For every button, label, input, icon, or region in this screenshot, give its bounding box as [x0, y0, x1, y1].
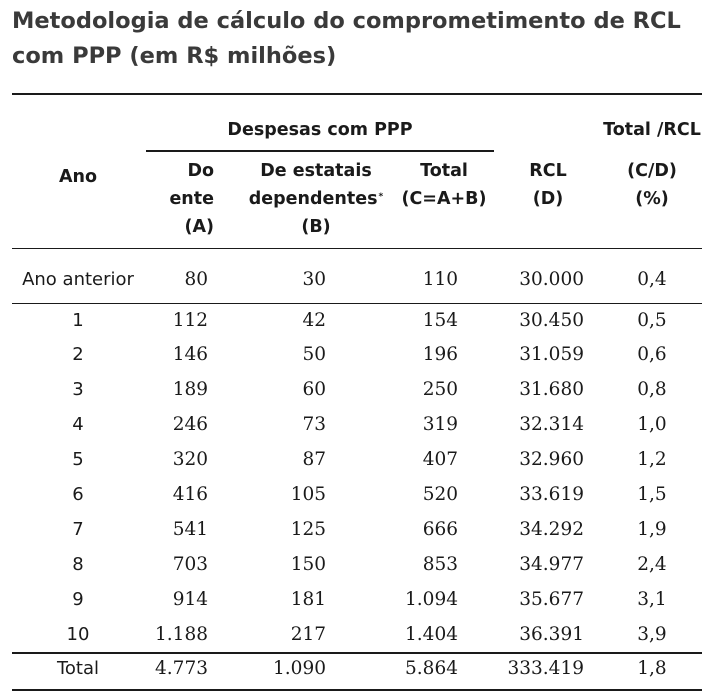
cell-rcl: 36.391: [519, 624, 584, 645]
cell-do-ente: 80: [184, 269, 208, 290]
cell-total: 110: [422, 269, 458, 290]
cell-rcl: 34.292: [519, 519, 584, 540]
header-total: Total (C=A+B): [401, 161, 487, 209]
cell-pct: 0,6: [637, 344, 667, 365]
cell-estatais: 30: [302, 269, 326, 290]
cell-pct: 1,0: [637, 414, 667, 435]
cell-ano: 1: [72, 310, 84, 331]
cell-total: 407: [422, 449, 458, 470]
cell-total: 5.864: [405, 658, 458, 679]
cell-do-ente: 320: [172, 449, 208, 470]
cell-total: 196: [422, 344, 458, 365]
cell-rcl: 34.977: [519, 554, 584, 575]
cell-ano: 9: [72, 589, 84, 610]
cell-pct: 2,4: [637, 554, 667, 575]
header-rcl: RCL (D): [529, 161, 567, 209]
cell-do-ente: 146: [172, 344, 208, 365]
footnote-marker: *: [378, 192, 384, 202]
cell-estatais: 105: [290, 484, 326, 505]
cell-ano: 3: [72, 379, 84, 400]
cell-do-ente: 246: [172, 414, 208, 435]
cell-ano: Total: [56, 658, 100, 679]
cell-total: 520: [422, 484, 458, 505]
cell-ano: 6: [72, 484, 84, 505]
cell-rcl: 30.000: [519, 269, 584, 290]
cell-rcl: 333.419: [507, 658, 584, 679]
header-total-rcl-bottom: (C/D) (%): [627, 161, 677, 209]
cell-ano: 2: [72, 344, 84, 365]
cell-pct: 1,2: [637, 449, 667, 470]
cell-ano: 7: [72, 519, 84, 540]
cell-rcl: 31.680: [519, 379, 584, 400]
cell-estatais: 1.090: [273, 658, 326, 679]
cell-pct: 1,9: [637, 519, 667, 540]
cell-rcl: 35.677: [519, 589, 584, 610]
cell-pct: 1,5: [637, 484, 667, 505]
cell-estatais: 42: [302, 310, 326, 331]
cell-do-ente: 4.773: [155, 658, 208, 679]
cell-do-ente: 703: [172, 554, 208, 575]
cell-total: 154: [422, 310, 458, 331]
cell-ano: 8: [72, 554, 84, 575]
header-estatais-line2-text: dependentes: [248, 189, 378, 209]
header-total-rcl-top: Total /RCL: [603, 120, 701, 140]
cell-do-ente: 416: [172, 484, 208, 505]
header-bottom-rule: [12, 248, 702, 249]
cell-estatais: 60: [302, 379, 326, 400]
header-estatais-line1: De estatais: [260, 161, 372, 181]
total-top-rule: [12, 652, 702, 654]
cell-estatais: 73: [302, 414, 326, 435]
cell-ano: 4: [72, 414, 84, 435]
cell-rcl: 32.314: [519, 414, 584, 435]
cell-total: 1.094: [405, 589, 458, 610]
cell-total: 853: [422, 554, 458, 575]
cell-total: 319: [422, 414, 458, 435]
group-header-rule: [146, 150, 494, 152]
cell-total: 666: [422, 519, 458, 540]
header-estatais-line3: (B): [301, 217, 331, 237]
cell-pct: 3,1: [637, 589, 667, 610]
cell-total: 1.404: [405, 624, 458, 645]
cell-rcl: 30.450: [519, 310, 584, 331]
cell-do-ente: 112: [172, 310, 208, 331]
cell-ano: Ano anterior: [22, 269, 134, 290]
cell-pct: 1,8: [637, 658, 667, 679]
cell-estatais: 87: [302, 449, 326, 470]
cell-estatais: 150: [290, 554, 326, 575]
cell-estatais: 125: [290, 519, 326, 540]
cell-do-ente: 914: [172, 589, 208, 610]
header-ano: Ano: [58, 167, 98, 187]
cell-estatais: 217: [290, 624, 326, 645]
header-estatais: [232, 157, 400, 241]
header-do-ente: Do ente (A): [169, 161, 214, 237]
cell-pct: 0,4: [637, 269, 667, 290]
cell-estatais: 181: [290, 589, 326, 610]
table-title: Metodologia de cálculo do comprometimento de RCL com PPP (em R$ milhões): [12, 8, 681, 69]
cell-pct: 0,5: [637, 310, 667, 331]
cell-estatais: 50: [302, 344, 326, 365]
cell-do-ente: 1.188: [155, 624, 208, 645]
cell-do-ente: 541: [172, 519, 208, 540]
header-estatais-line2: [232, 185, 400, 213]
cell-pct: 3,9: [637, 624, 667, 645]
cell-rcl: 32.960: [519, 449, 584, 470]
cell-ano: 10: [66, 624, 90, 645]
cell-do-ente: 189: [172, 379, 208, 400]
cell-total: 250: [422, 379, 458, 400]
bottom-rule: [12, 689, 702, 691]
first-row-rule: [12, 303, 702, 304]
cell-ano: 5: [72, 449, 84, 470]
top-rule: [12, 93, 702, 95]
cell-rcl: 31.059: [519, 344, 584, 365]
cell-rcl: 33.619: [519, 484, 584, 505]
header-despesas-group: Despesas com PPP: [227, 120, 413, 140]
cell-pct: 0,8: [637, 379, 667, 400]
